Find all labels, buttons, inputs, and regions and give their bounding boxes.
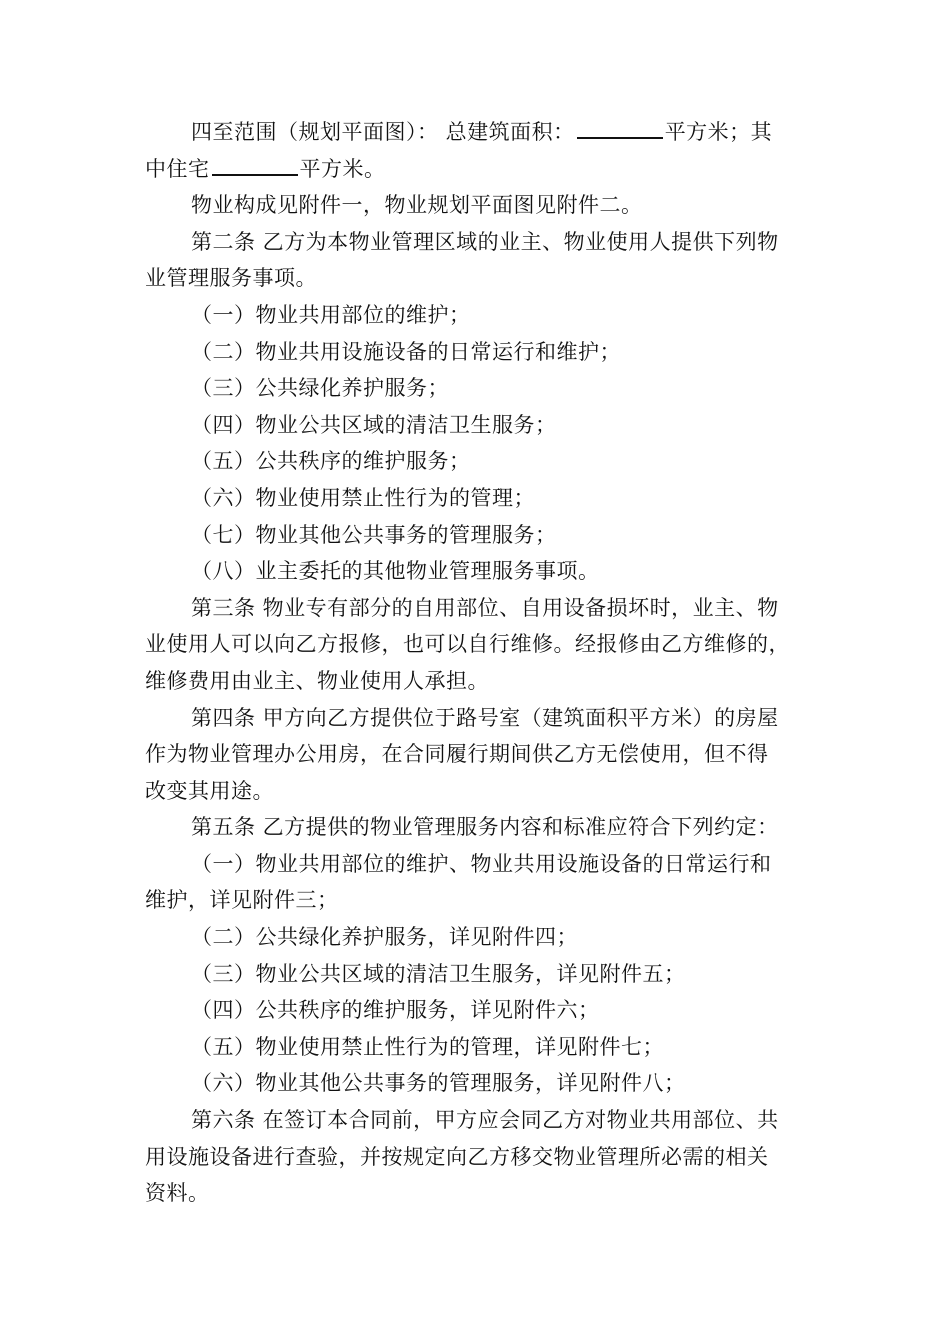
article-3-text: 业使用人可以向乙方报修，也可以自行维修。经报修由乙方维修的，	[145, 632, 790, 657]
list-item: （七）物业其他公共事务的管理服务；	[191, 522, 557, 547]
article-4-text: 作为物业管理办公用房，在合同履行期间供乙方无偿使用，但不得	[145, 742, 769, 767]
list-item: （五）物业使用禁止性行为的管理，详见附件七；	[191, 1034, 664, 1059]
list-item: （二）物业共用设施设备的日常运行和维护；	[191, 339, 621, 364]
list-item: （六）物业使用禁止性行为的管理；	[191, 485, 535, 510]
list-item: （三）公共绿化养护服务；	[191, 376, 449, 401]
text-segment: 中住宅	[145, 156, 210, 181]
list-item-continuation: 维护，详见附件三；	[145, 888, 339, 913]
list-item: （八）业主委托的其他物业管理服务事项。	[191, 559, 600, 584]
document-body	[145, 114, 810, 1212]
fill-in-blank-total-area	[577, 117, 663, 139]
paragraph-residential-area	[145, 151, 810, 188]
article-6-heading: 第六条 在签订本合同前，甲方应会同乙方对物业共用部位、共	[191, 1108, 779, 1133]
list-item: （六）物业其他公共事务的管理服务，详见附件八；	[191, 1071, 686, 1096]
text-segment: 平方米；其	[664, 120, 773, 144]
article-6-text: 资料。	[145, 1181, 210, 1206]
article-3-heading: 第三条 物业专有部分的自用部位、自用设备损坏时，业主、物	[191, 595, 779, 620]
article-2-heading: 第二条 乙方为本物业管理区域的业主、物业使用人提供下列物	[191, 229, 779, 254]
list-item: （四）公共秩序的维护服务，详见附件六；	[191, 998, 600, 1023]
article-2-text: 业管理服务事项。	[145, 266, 317, 291]
fill-in-blank-residential-area	[212, 154, 298, 176]
list-item: （一）物业共用部位的维护、物业共用设施设备的日常运行和	[191, 851, 772, 876]
list-item: （三）物业公共区域的清洁卫生服务，详见附件五；	[191, 961, 686, 986]
article-6-text: 用设施设备进行查验，并按规定向乙方移交物业管理所必需的相关	[145, 1144, 769, 1169]
article-5-heading: 第五条 乙方提供的物业管理服务内容和标准应符合下列约定：	[191, 815, 779, 840]
article-3-text: 维修费用由业主、物业使用人承担。	[145, 668, 489, 693]
paragraph-boundary-area	[145, 114, 810, 151]
article-4-text: 改变其用途。	[145, 778, 274, 803]
article-4-heading: 第四条 甲方向乙方提供位于路号室（建筑面积平方米）的房屋	[191, 705, 779, 730]
list-item: （二）公共绿化养护服务，详见附件四；	[191, 925, 578, 950]
text-segment: 四至范围（规划平面图）： 总建筑面积：	[191, 120, 575, 144]
text-segment: 平方米。	[299, 156, 386, 181]
list-item: （四）物业公共区域的清洁卫生服务；	[191, 412, 557, 437]
list-item: （一）物业共用部位的维护；	[191, 302, 471, 327]
paragraph-property-composition: 物业构成见附件一，物业规划平面图见附件二。	[191, 193, 643, 218]
list-item: （五）公共秩序的维护服务；	[191, 449, 471, 474]
